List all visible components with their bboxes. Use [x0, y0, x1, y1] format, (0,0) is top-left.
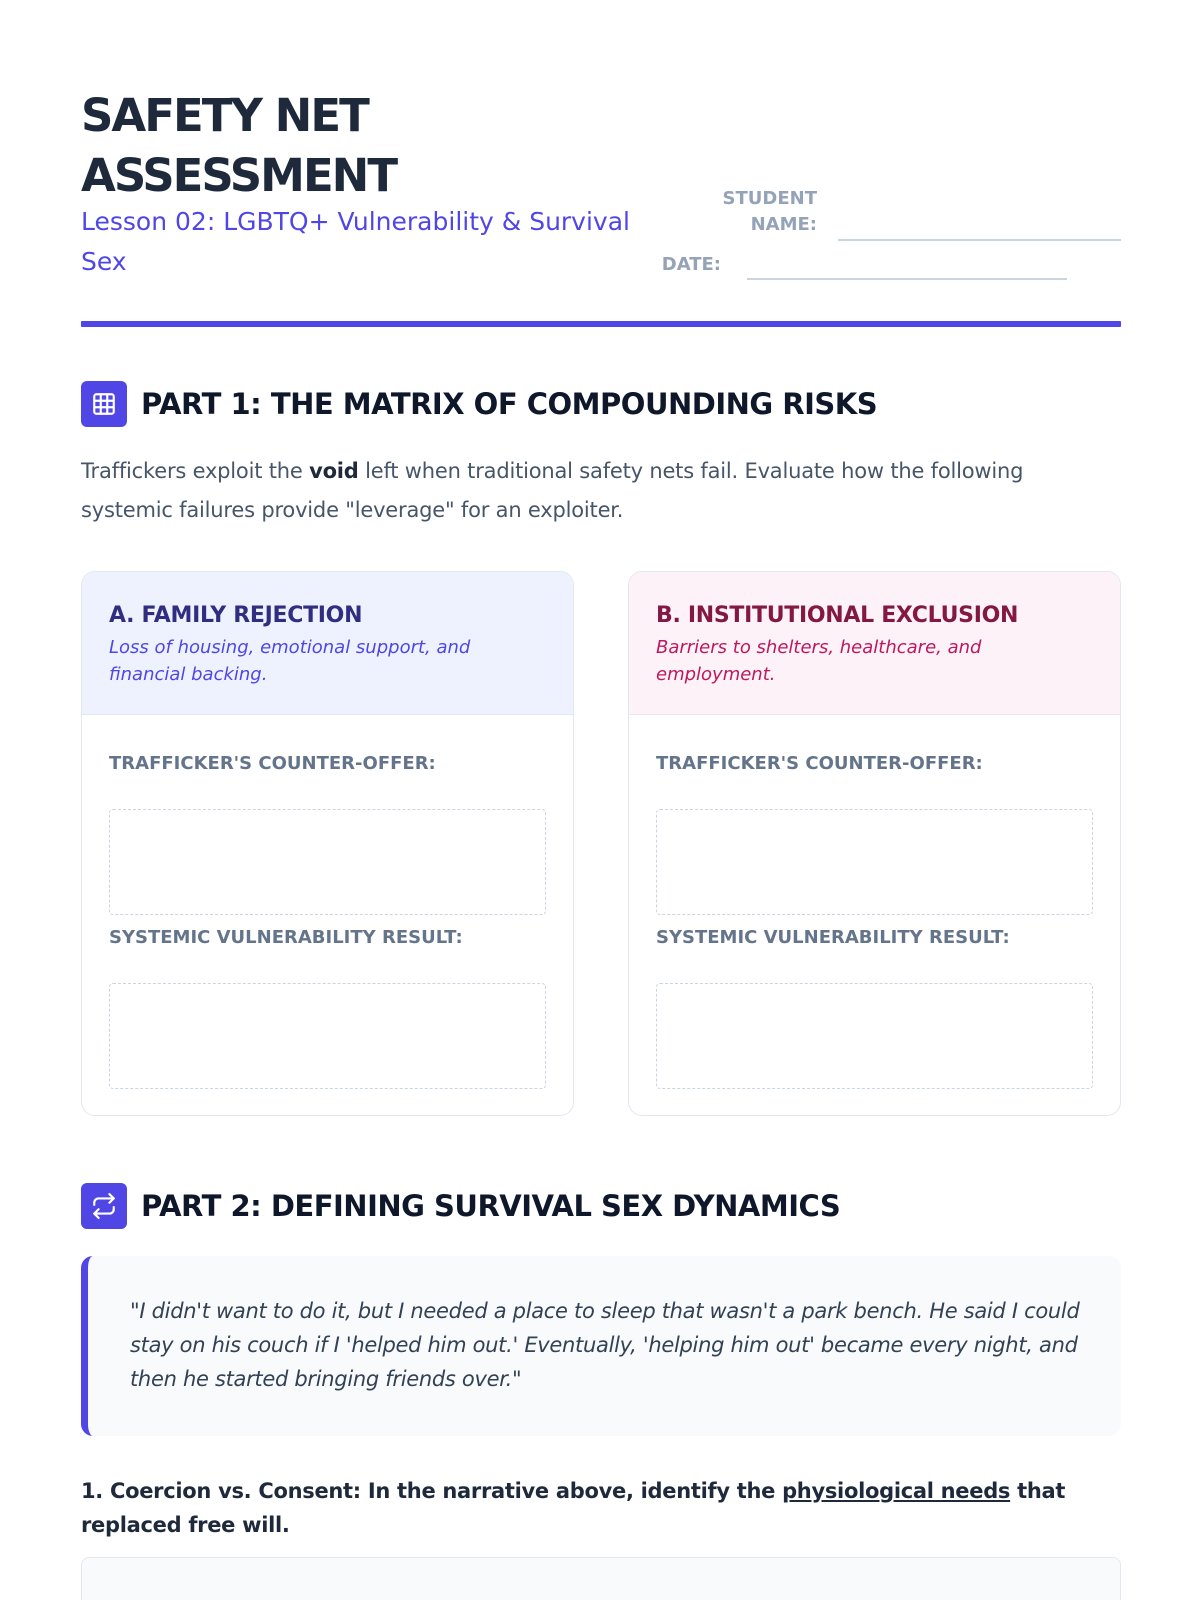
question-1: 1. Coercion vs. Consent: In the narrative above, identify the physiological needs that replaced free will. — [81, 1479, 1066, 1537]
grid-icon — [81, 381, 127, 427]
student-name-label: STUDENT NAME: — [722, 188, 817, 235]
part1-title: PART 1: THE MATRIX OF COMPOUNDING RISKS — [141, 387, 878, 421]
vulnerability-result-answer-box[interactable] — [656, 983, 1093, 1089]
part1-intro: Traffickers exploit the void left when traditional safety nets fail. Evaluate how the following systemic failures provide "leverage" for an exploiter. — [81, 459, 1024, 522]
counter-offer-answer-box[interactable] — [109, 809, 546, 915]
date-field[interactable] — [747, 278, 1067, 280]
family-rejection-card — [81, 571, 574, 1116]
part1-heading — [81, 381, 1121, 427]
institutional-exclusion-card — [628, 571, 1121, 1116]
repeat-arrows-icon — [81, 1183, 127, 1229]
card-title: A. FAMILY REJECTION — [109, 603, 363, 628]
counter-offer-label: TRAFFICKER'S COUNTER-OFFER: — [109, 753, 436, 774]
card-subtitle: Loss of housing, emotional support, and financial backing. — [109, 637, 471, 685]
physiological-needs-term: physiological needs — [782, 1479, 1011, 1503]
card-title: B. INSTITUTIONAL EXCLUSION — [656, 603, 1019, 628]
question-1-answer-area[interactable] — [81, 1557, 1121, 1600]
vulnerability-result-answer-box[interactable] — [109, 983, 546, 1089]
card-header — [629, 572, 1120, 715]
counter-offer-label: TRAFFICKER'S COUNTER-OFFER: — [656, 753, 983, 774]
narrative-quote: "I didn't want to do it, but I needed a place to sleep that wasn't a park bench. He said I could stay on his couch if I 'helped him out.' Eventually, 'helping him out' became every night, and then he started bringing friends over." — [81, 1256, 1121, 1436]
counter-offer-answer-box[interactable] — [656, 809, 1093, 915]
header-divider — [81, 321, 1121, 327]
lesson-subtitle: Lesson 02: LGBTQ+ Vulnerability & Survival Sex — [81, 207, 630, 276]
card-subtitle: Barriers to shelters, healthcare, and employment. — [656, 637, 982, 685]
student-name-field[interactable] — [838, 239, 1121, 241]
part2-heading — [81, 1183, 1121, 1229]
worksheet-title: SAFETY NET ASSESSMENT — [81, 89, 397, 202]
part2-title: PART 2: DEFINING SURVIVAL SEX DYNAMICS — [141, 1189, 841, 1223]
worksheet-header — [81, 80, 1121, 328]
vulnerability-result-label: SYSTEMIC VULNERABILITY RESULT: — [109, 927, 463, 948]
date-label: DATE: — [661, 254, 721, 275]
vulnerability-result-label: SYSTEMIC VULNERABILITY RESULT: — [656, 927, 1010, 948]
card-header — [82, 572, 573, 715]
